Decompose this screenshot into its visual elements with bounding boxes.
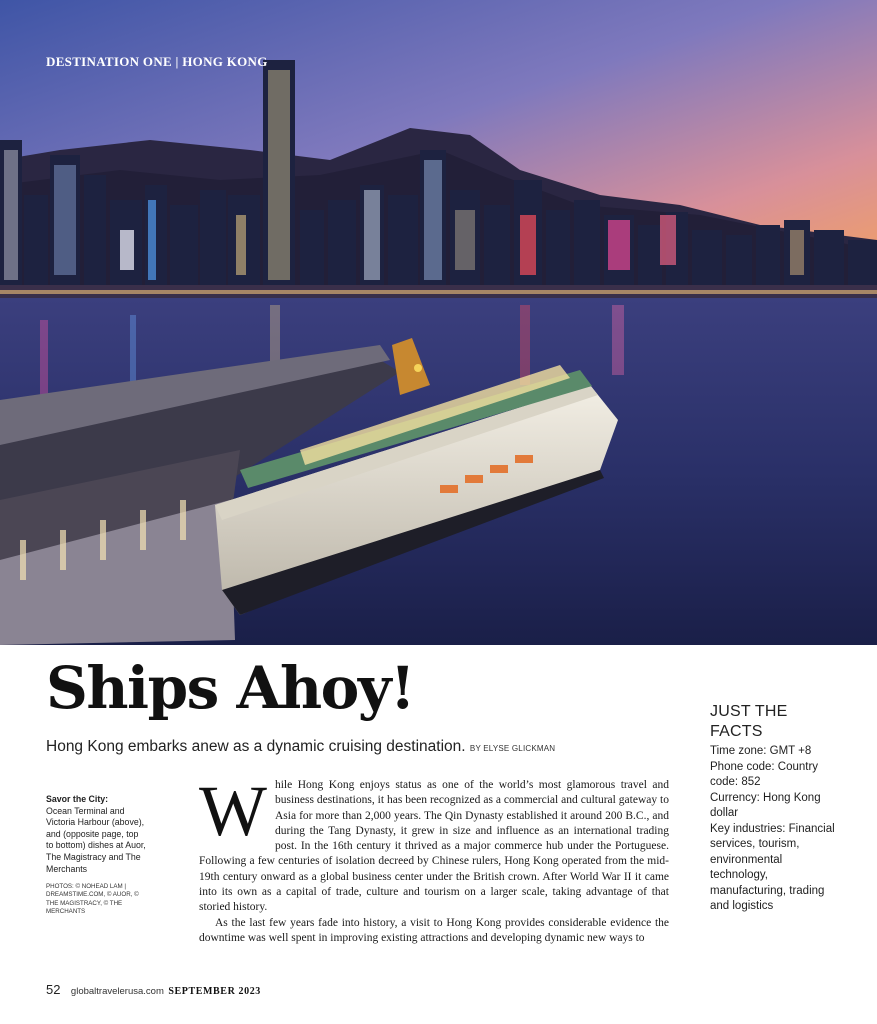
photo-caption [46,794,146,916]
headline: Ships Ahoy! [46,654,415,722]
site-url: globaltravelerusa.com [70,986,164,997]
deck [46,738,686,756]
fact-currency: Currency: Hong Kong dollar [710,791,821,819]
page-number: 52 [46,982,61,997]
deck-text: Hong Kong embarks anew as a dynamic cruising destination. [46,738,466,755]
fact-box-title: JUST THE FACTS [710,703,788,740]
drop-cap: W [199,771,267,851]
fact-box [710,702,840,915]
fact-time-zone: Time zone: GMT +8 [710,745,812,757]
caption-text: Ocean Terminal and Victoria Harbour (above), and (opposite page, top to bottom) dishes at Auor, The Magistracy and The Merchants [46,805,146,874]
article-body [199,771,669,946]
issue-date: SEPTEMBER 2023 [168,986,261,997]
paragraph: As the last few years fade into history, a visit to Hong Kong provides considerable evidence the downtime was well spent in improving existing attractions and developing dynamic new ways to [199,916,669,944]
fact-key-industries: Key industries: Financial services, tourism, environmental technology, manufacturing, trading and logistics [710,822,835,912]
section-kicker: DESTINATION ONE | HONG KONG [46,54,268,69]
caption-title: Savor the City: [46,794,109,804]
byline: BY ELYSE GLICKMAN [469,744,556,753]
paragraph: hile Hong Kong enjoys status as one of the world’s most glamorous travel and business destinations, it has been recognized as a commercial and cultural gateway to Asia for more than 2,000 years. The Qin Dynasty established it around 200 B.C., and during the Tang Dynasty, it grew in size and influence as an international trading post. In the 16th century it thrived as a major commerce hub under the Portuguese. Following a few centuries of isolation decreed by Chinese rulers, Hong Kong operated from the mid-19th century onward as a global business center under the British crown. After World War II it came into its own as a capital of trade, culture and tourism on a larger scale, taking advantage of that storied history. [199,779,669,914]
photo-credits: PHOTOS: © NOHEAD LAM | DREAMSTIME.COM, © AUOR, © THE MAGISTRACY, © THE MERCHANTS [46,883,139,915]
page-footer [46,981,261,999]
fact-phone-code: Phone code: Country code: 852 [710,760,819,788]
